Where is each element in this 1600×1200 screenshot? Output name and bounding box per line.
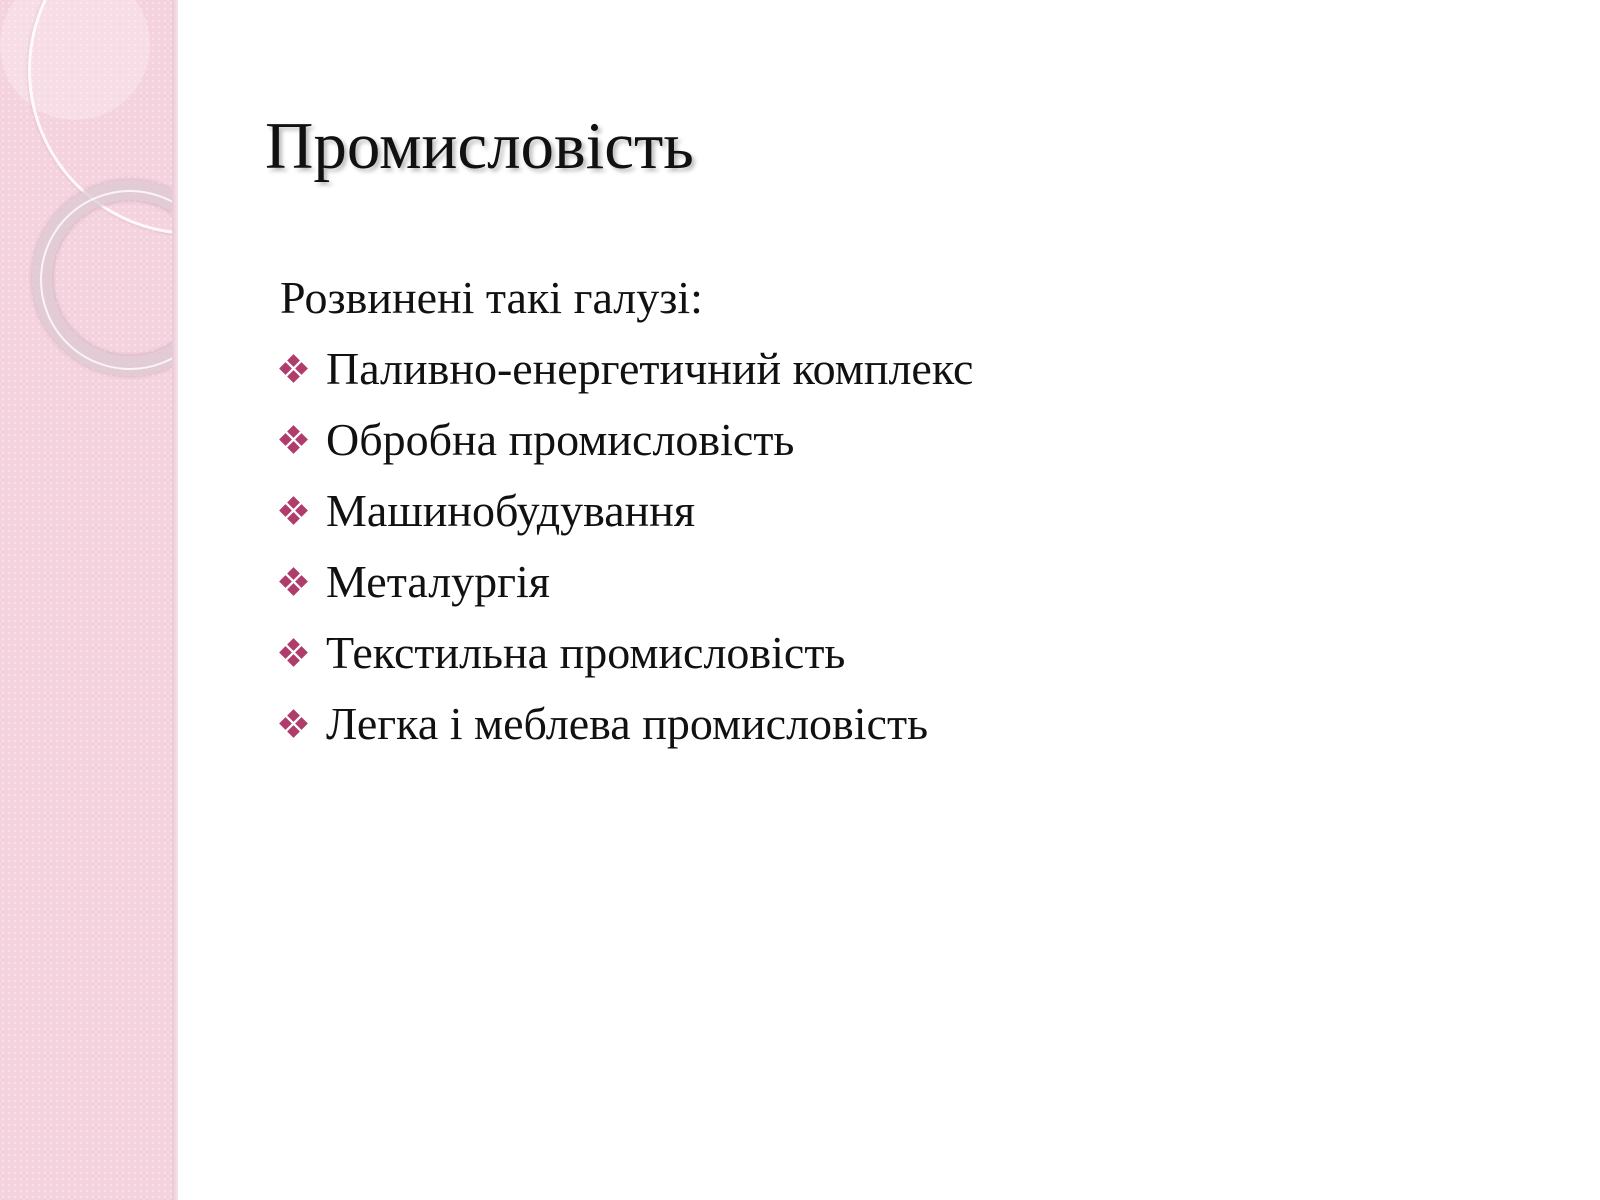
diamond-bullet-icon <box>280 497 308 525</box>
list-item-label: Легка і меблева промисловість <box>326 698 929 749</box>
intro-text: Розвинені такі галузі: <box>280 272 703 323</box>
diamond-bullet-icon <box>280 710 308 738</box>
list-item <box>280 617 1560 688</box>
diamond-bullet-icon <box>280 426 308 454</box>
diamond-bullet-icon <box>280 639 308 667</box>
list-item <box>280 475 1560 546</box>
list-item-label: Текстильна промисловість <box>326 627 846 678</box>
list-item <box>280 404 1560 475</box>
diamond-bullet-icon <box>280 568 308 596</box>
list-item <box>280 546 1560 617</box>
list-item <box>280 333 1560 404</box>
diamond-bullet-icon <box>280 355 308 383</box>
list-item-label: Машинобудування <box>326 485 696 536</box>
slide-title: Промисловість <box>265 109 694 183</box>
list-item-label: Металургія <box>326 556 550 607</box>
list-item <box>280 688 1560 759</box>
list-item-label: Обробна промисловість <box>326 414 795 465</box>
slide-content <box>280 262 1560 759</box>
industry-list <box>280 333 1560 759</box>
side-panel-edge <box>172 0 178 1200</box>
decorative-side-panel <box>0 0 177 1200</box>
list-item-label: Паливно-енергетичний комплекс <box>326 343 974 394</box>
